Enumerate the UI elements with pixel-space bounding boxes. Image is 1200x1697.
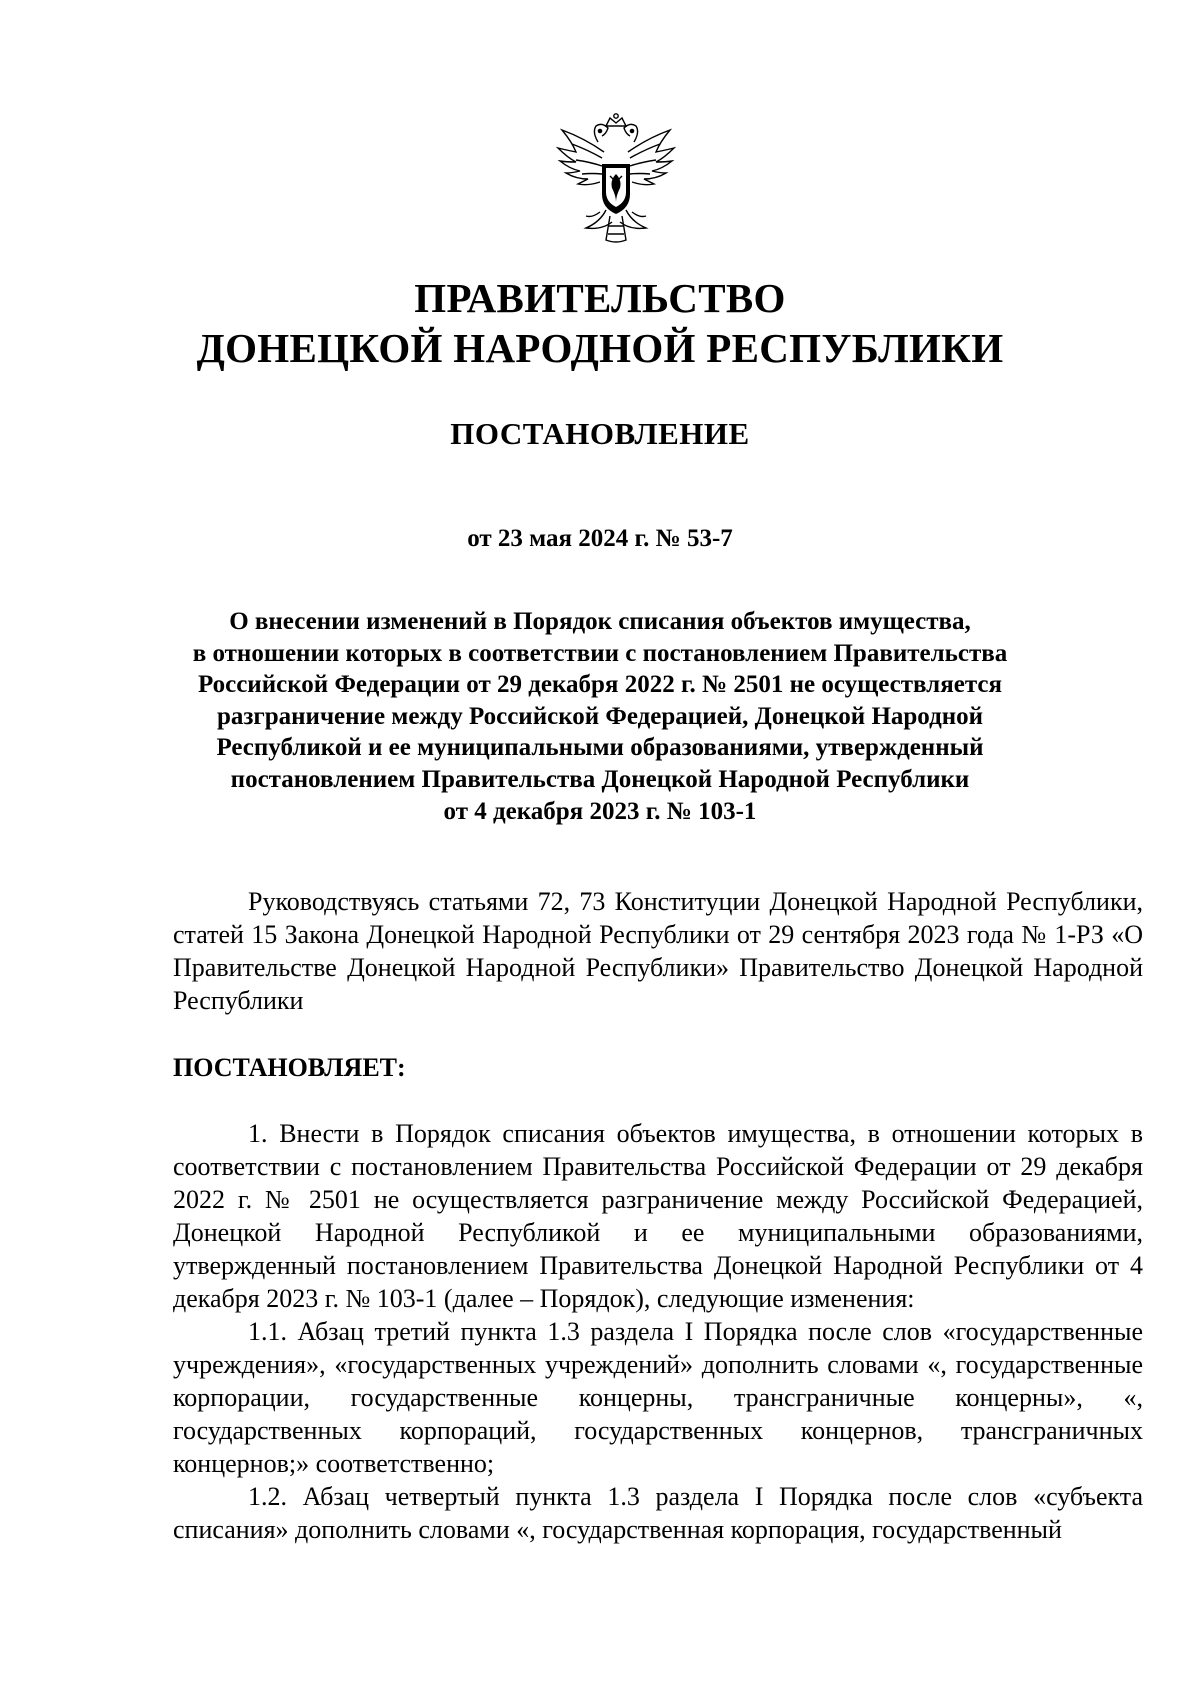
subject-line: постановлением Правительства Донецкой Народной Республики (230, 765, 970, 793)
resolution-items (173, 1117, 1143, 1546)
item-1-1-paragraph: 1.1. Абзац третий пункта 1.3 раздела I Порядка после слов «государственные учреждения», «государственных учреждений» дополнить словами «, государственные корпорации, государственные концерны, трансграничные концерны», «, государственных корпораций, государственных концернов, трансграничных концернов;» соответственно; (173, 1317, 1143, 1478)
resolves-heading: ПОСТАНОВЛЯЕТ: (173, 1053, 406, 1082)
item-1-paragraph: 1. Внести в Порядок списания объектов имущества, в отношении которых в соответствии с постановлением Правительства Российской Федерации от 29 декабря 2022 г. № 2501 не осуществляется разграничение между Российской Федерацией, Донецкой Народной Республикой и ее муниципальными образованиями, утвержденный постановлением Правительства Донецкой Народной Республики от 4 декабря 2023 г. № 103-1 (далее – Порядок), следующие изменения: (173, 1119, 1143, 1313)
government-name-line-2: ДОНЕЦКОЙ НАРОДНОЙ РЕСПУБЛИКИ (196, 325, 1004, 371)
item-1-2-paragraph: 1.2. Абзац четвертый пункта 1.3 раздела I Порядка после слов «субъекта списания» дополнить словами «, государственная корпорация, государственный (173, 1482, 1143, 1544)
government-name-line-1: ПРАВИТЕЛЬСТВО (414, 275, 786, 321)
subject-line: в отношении которых в соответствии с постановлением Правительства (192, 639, 1008, 667)
subject-line: О внесении изменений в Порядок списания объектов имущества, (229, 608, 971, 635)
document-date-number: от 23 мая 2024 г. № 53-7 (467, 525, 733, 552)
document-subject (150, 606, 1050, 827)
coat-of-arms-emblem (554, 112, 678, 260)
document-type: ПОСТАНОВЛЕНИЕ (450, 416, 750, 451)
government-header (150, 273, 1050, 373)
subject-line: разграничение между Российской Федерацией, Донецкой Народной (216, 702, 984, 730)
subject-line: Республикой и ее муниципальными образованиями, утвержденный (216, 734, 984, 762)
preamble-paragraph: Руководствуясь статьями 72, 73 Конституции Донецкой Народной Республики, статей 15 Закона Донецкой Народной Республики от 29 сентября 2023 года № 1-РЗ «О Правительстве Донецкой Народной Республики» Правительство Донецкой Народной Республики (173, 887, 1143, 1015)
preamble (173, 885, 1143, 1017)
subject-line: Российской Федерации от 29 декабря 2022 г. № 2501 не осуществляется (197, 671, 1003, 699)
subject-line: от 4 декабря 2023 г. № 103-1 (443, 797, 757, 825)
